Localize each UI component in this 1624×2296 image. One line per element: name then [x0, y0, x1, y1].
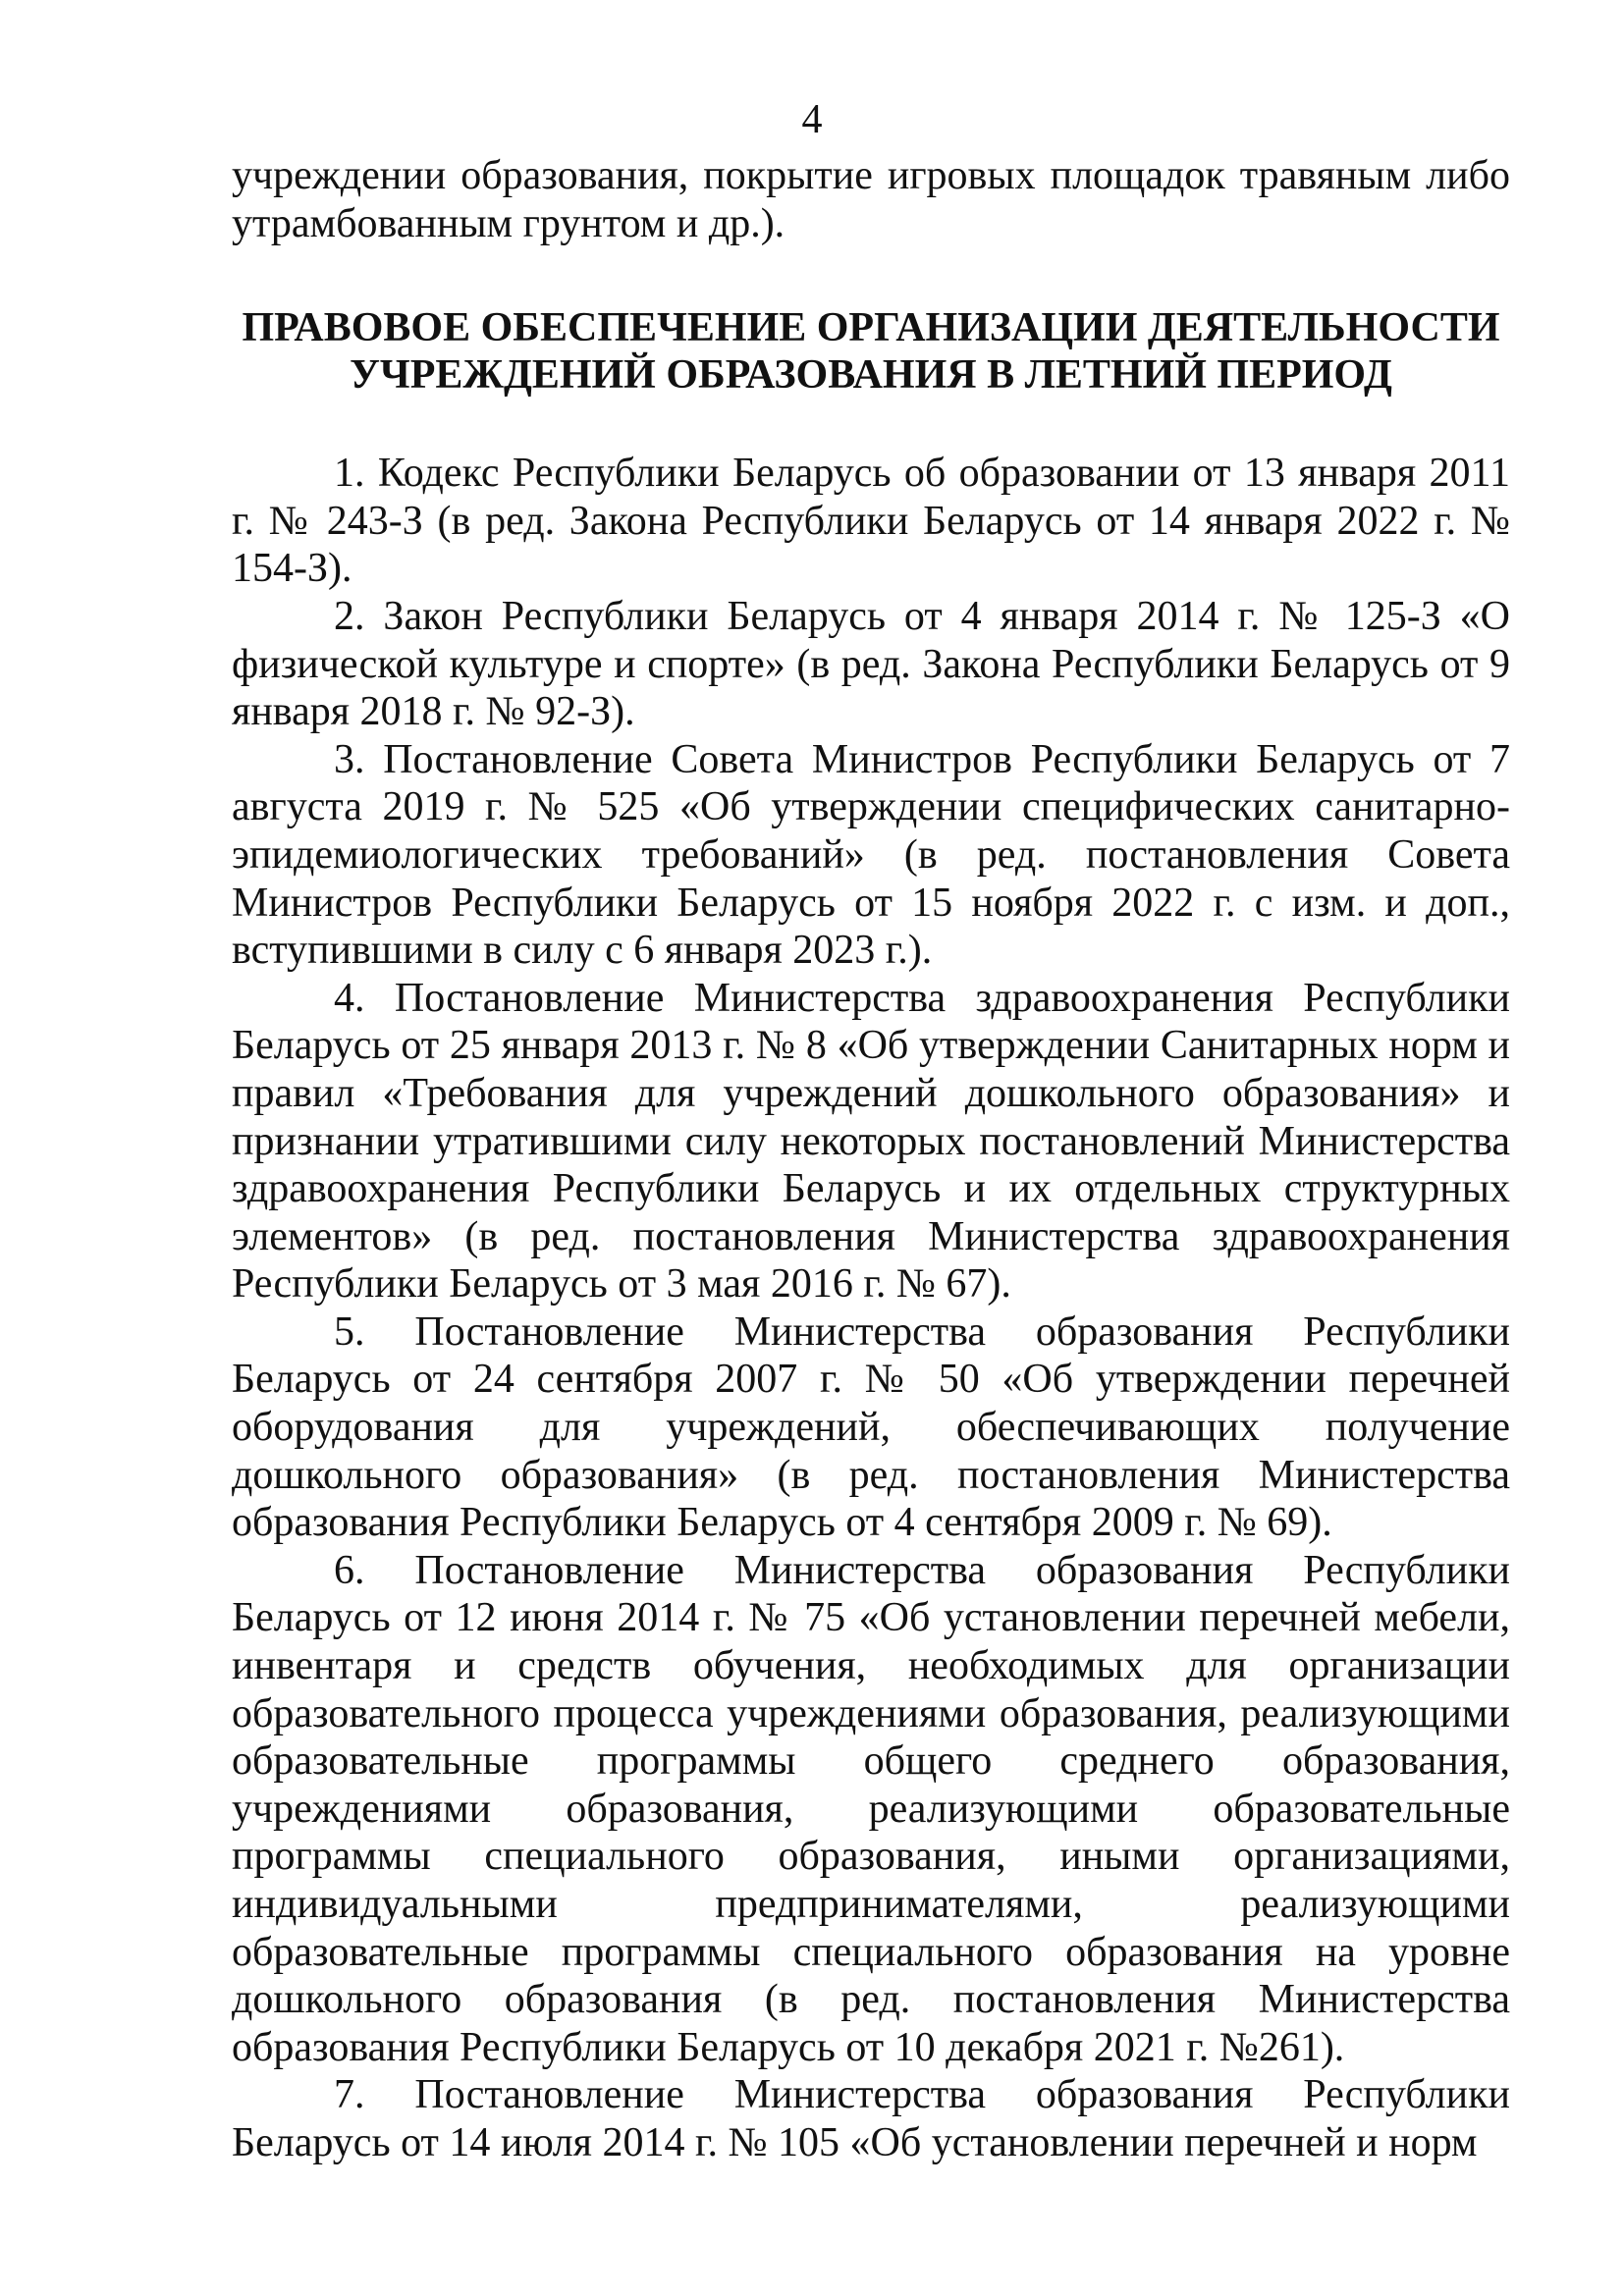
list-item-5: 5. Постановление Министерства образования Республики Беларусь от 24 сентября 2007 г. № 50 «Об утверждении перечней оборудования для учреждений, обеспечивающих получение дошкольного образования» (в ред. постановления Министерства образования Республики Беларусь от 4 сентября 2009 г. № 69).: [232, 1308, 1510, 1546]
legal-acts-list: [232, 450, 1510, 2166]
document-body: [232, 152, 1510, 2167]
section-heading: [232, 304, 1510, 399]
list-item-6: 6. Постановление Министерства образования Республики Беларусь от 12 июня 2014 г. № 75 «Об установлении перечней мебели, инвентаря и средств обучения, необходимых для организации образовательного процесса учреждениями образования, реализующими образовательные программы общего среднего образования, учреждениями образования, реализующими образовательные программы специального образования, иными организациями, индивидуальными предпринимателями, реализующими образовательные программы специального образования на уровне дошкольного образования (в ред. постановления Министерства образования Республики Беларусь от 10 декабря 2021 г. №261).: [232, 1547, 1510, 2070]
list-item-3: 3. Постановление Совета Министров Республики Беларусь от 7 августа 2019 г. № 525 «Об утверждении специфических санитарно-эпидемиологических требований» (в ред. постановления Совета Министров Республики Беларусь от 15 ноября 2022 г. с изм. и доп., вступившими в силу с 6 января 2023 г.).: [232, 736, 1510, 974]
list-item-1: 1. Кодекс Республики Беларусь об образовании от 13 января 2011 г. № 243-З (в ред. Закона Республики Беларусь от 14 января 2022 г. № 154-З).: [232, 451, 1510, 592]
page-number: 4: [801, 97, 823, 142]
section-heading-line-1: ПРАВОВОЕ ОБЕСПЕЧЕНИЕ ОРГАНИЗАЦИИ ДЕЯТЕЛЬНОСТИ: [242, 305, 1500, 351]
list-item-4: 4. Постановление Министерства здравоохранения Республики Беларусь от 25 января 2013 г. № 8 «Об утверждении Санитарных норм и правил «Требования для учреждений дошкольного образования» и признании утратившими силу некоторых постановлений Министерства здравоохранения Республики Беларусь и их отдельных структурных элементов» (в ред. постановления Министерства здравоохранения Республики Беларусь от 3 мая 2016 г. № 67).: [232, 975, 1510, 1308]
intro-paragraph: учреждении образования, покрытие игровых площадок травяным либо утрамбованным грунтом и др.).: [232, 153, 1510, 246]
list-item-2: 2. Закон Республики Беларусь от 4 января 2014 г. № 125-З «О физической культуре и спорте» (в ред. Закона Республики Беларусь от 9 января 2018 г. № 92-З).: [232, 593, 1510, 735]
list-item-7: 7. Постановление Министерства образования Республики Беларусь от 14 июля 2014 г. № 105 «Об установлении перечней и норм: [232, 2072, 1510, 2165]
section-heading-line-2: УЧРЕЖДЕНИЙ ОБРАЗОВАНИЯ В ЛЕТНИЙ ПЕРИОД: [350, 352, 1392, 399]
